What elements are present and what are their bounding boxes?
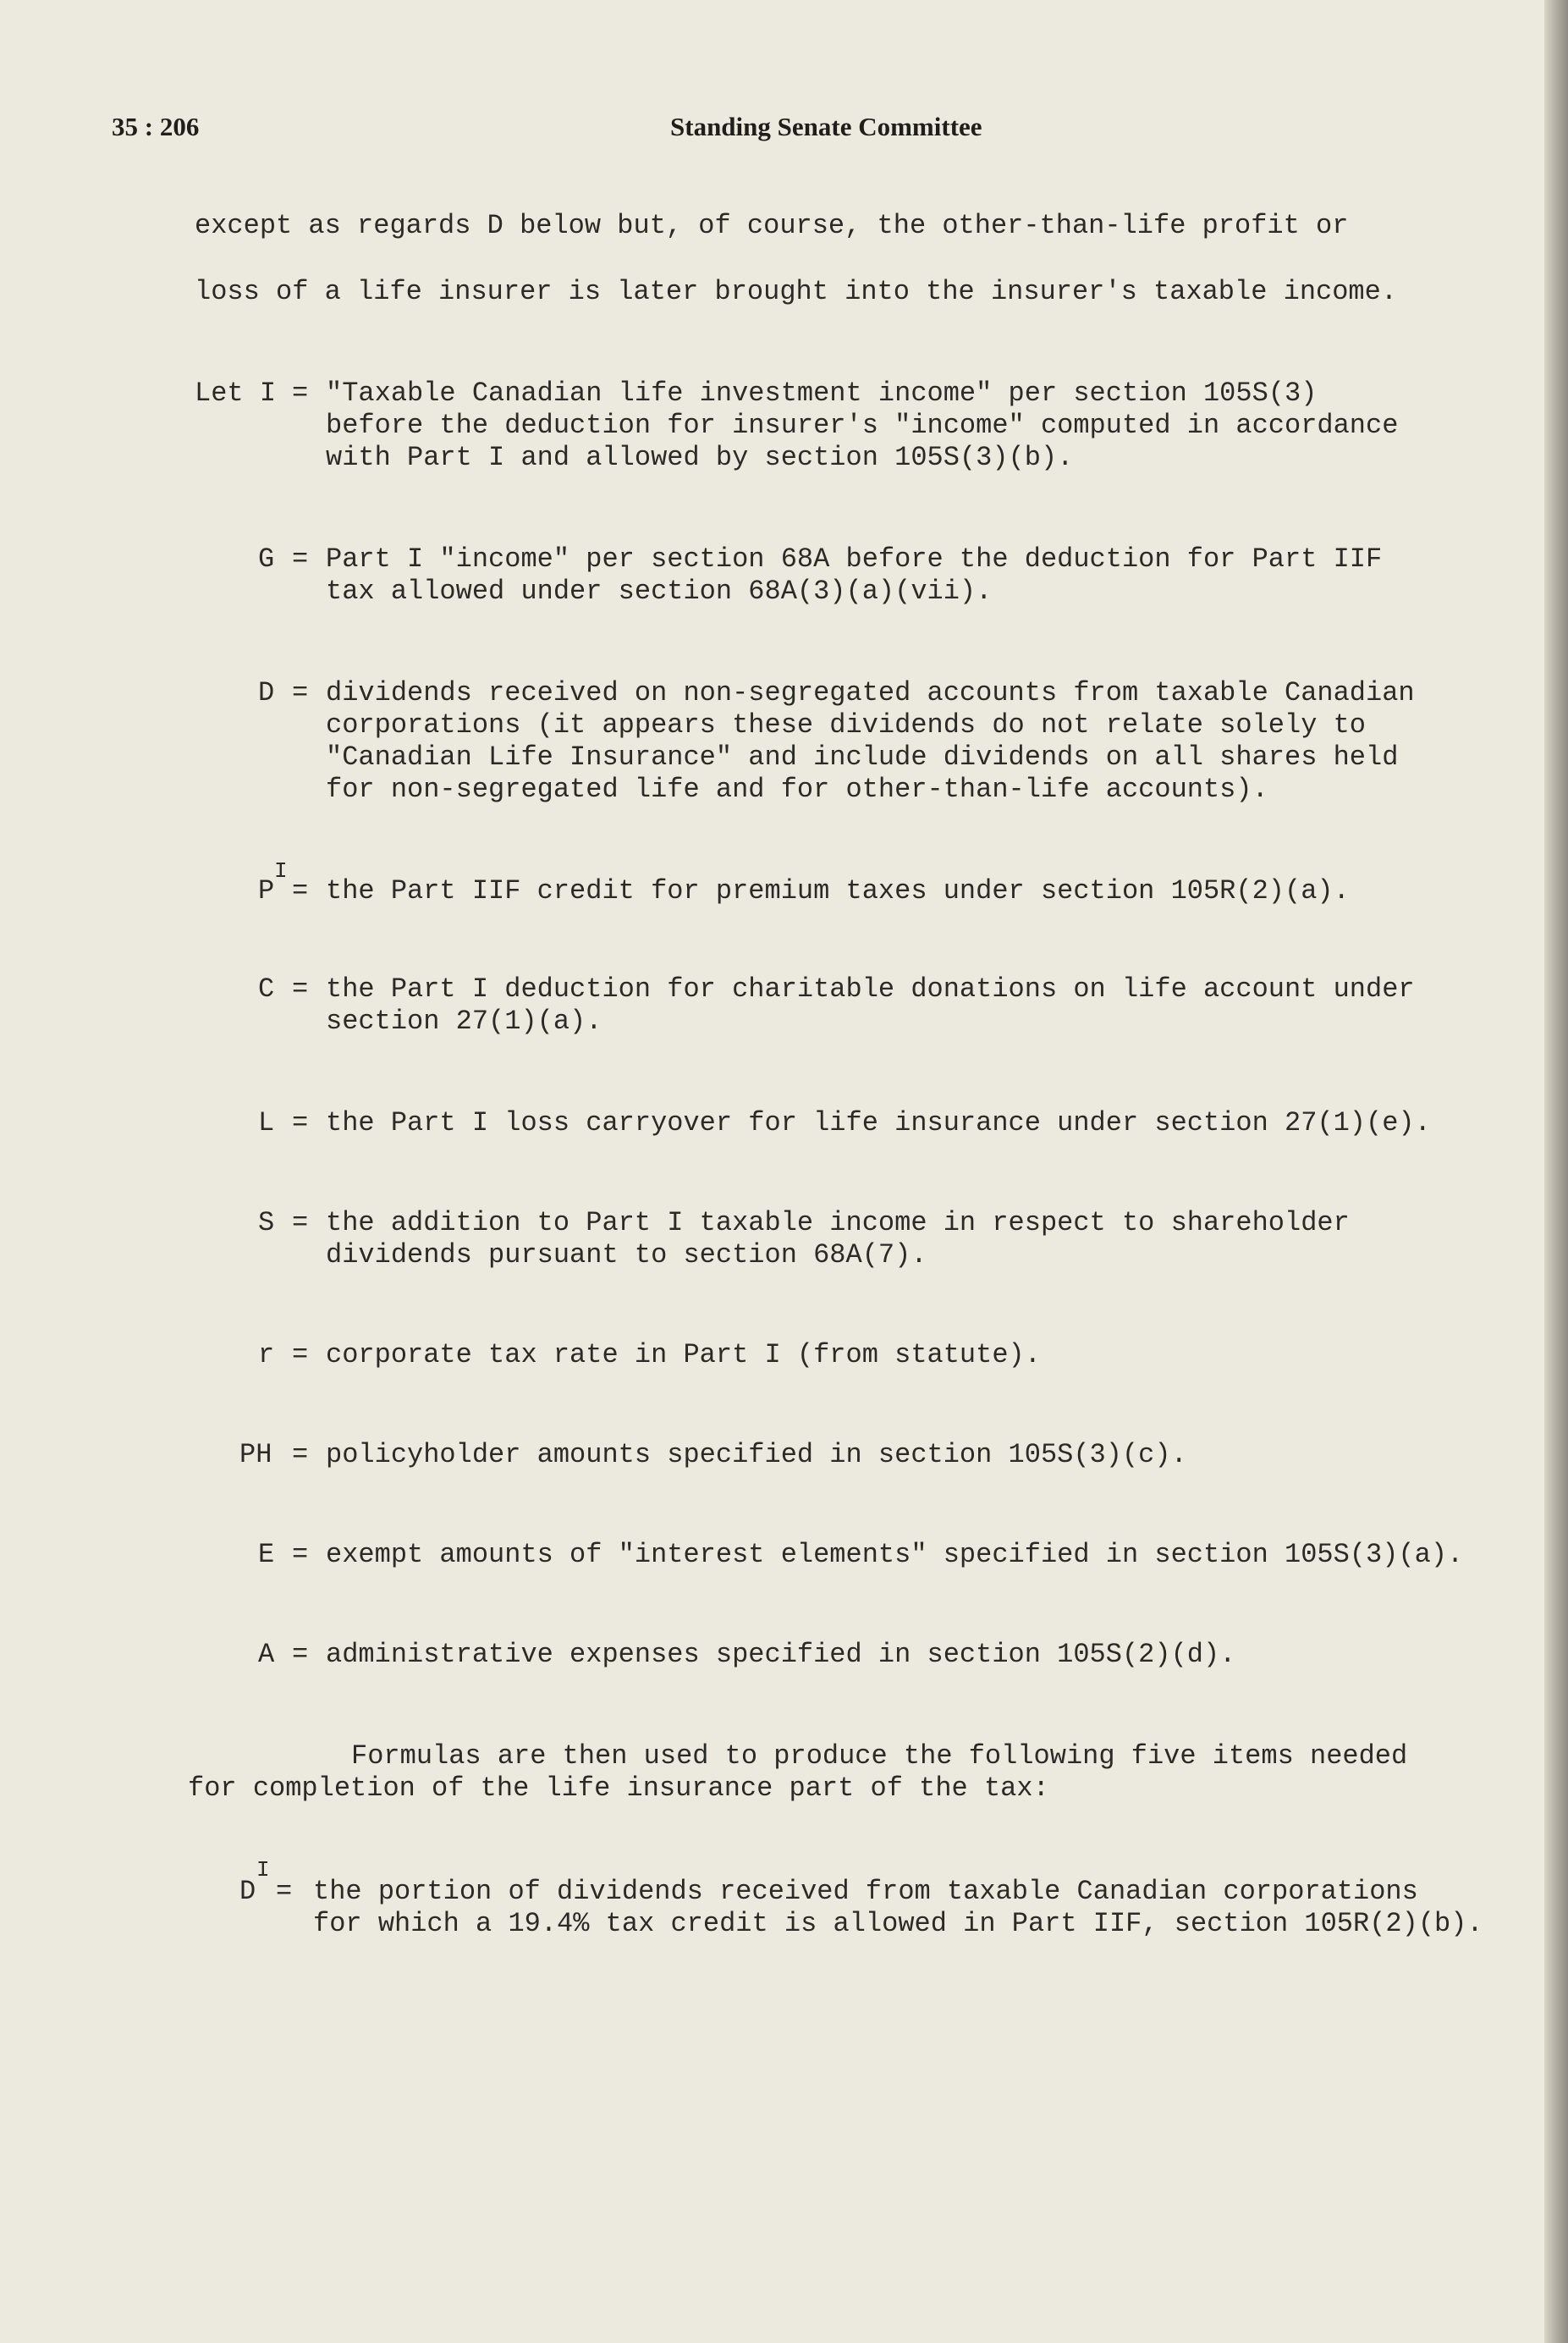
definition-line: the Part IIF credit for premium taxes under section 105R(2)(a).: [326, 875, 1350, 907]
definition-line: the portion of dividends received from taxable Canadian corporations: [313, 1876, 1418, 1907]
equals-sign: =: [292, 1639, 309, 1670]
definition-line: with Part I and allowed by section 105S(3)(b).: [326, 442, 1074, 473]
equals-sign: =: [292, 378, 309, 409]
equals-sign: =: [292, 1539, 309, 1570]
superscript: I: [274, 858, 288, 884]
text-line: loss of a life insurer is later brought into the insurer's taxable income.: [195, 276, 1398, 307]
definition-line: exempt amounts of "interest elements" specified in section 105S(3)(a).: [326, 1539, 1464, 1570]
definition-line: for which a 19.4% tax credit is allowed in Part IIF, section 105R(2)(b).: [313, 1908, 1483, 1939]
definition-line: corporations (it appears these dividends do not relate solely to: [326, 709, 1366, 741]
text-line: Formulas are then used to produce the following five items needed: [351, 1740, 1408, 1772]
definition-line: the Part I deduction for charitable donations on life account under: [326, 973, 1415, 1005]
definition-symbol: P: [258, 875, 275, 907]
definition-line: for non-segregated life and for other-than-life accounts).: [326, 774, 1268, 805]
definition-symbol: G: [258, 543, 275, 575]
superscript: I: [256, 1857, 270, 1883]
page-number: 35 : 206: [112, 112, 200, 141]
text-line: except as regards D below but, of course, the other-than-life profit or: [195, 210, 1349, 241]
definition-symbol: A: [258, 1639, 275, 1670]
equals-sign: =: [292, 1107, 309, 1138]
definition-symbol: L: [258, 1107, 275, 1138]
equals-sign: =: [292, 1439, 309, 1470]
definition-symbol: E: [258, 1539, 275, 1570]
definition-line: dividends received on non-segregated accounts from taxable Canadian: [326, 677, 1415, 708]
definition-symbol: C: [258, 973, 275, 1005]
definition-line: before the deduction for insurer's "income" computed in accordance: [326, 410, 1399, 441]
equals-sign: =: [292, 677, 309, 708]
definition-symbol: S: [258, 1207, 275, 1238]
definition-line: the addition to Part I taxable income in respect to shareholder: [326, 1207, 1350, 1238]
definition-symbol: D: [258, 677, 275, 708]
equals-sign: =: [292, 875, 309, 907]
definition-symbol: r: [258, 1339, 275, 1370]
equals-sign: =: [292, 1207, 309, 1238]
definition-symbol: D: [239, 1876, 256, 1907]
definition-line: "Canadian Life Insurance" and include dividends on all shares held: [326, 741, 1399, 773]
page-title: Standing Senate Committee: [670, 112, 982, 141]
definition-symbol: Let I: [195, 378, 277, 409]
definition-line: "Taxable Canadian life investment income" per section 105S(3): [326, 378, 1318, 409]
text-line: for completion of the life insurance part of the tax:: [188, 1772, 1049, 1804]
definition-line: policyholder amounts specified in section 105S(3)(c).: [326, 1439, 1187, 1470]
page-binding-edge: [1544, 0, 1568, 2343]
equals-sign: =: [276, 1876, 293, 1907]
equals-sign: =: [292, 1339, 309, 1370]
definition-line: dividends pursuant to section 68A(7).: [326, 1239, 927, 1271]
definition-symbol: PH: [239, 1439, 272, 1470]
definition-line: corporate tax rate in Part I (from statute).: [326, 1339, 1041, 1370]
equals-sign: =: [292, 973, 309, 1005]
definition-line: the Part I loss carryover for life insurance under section 27(1)(e).: [326, 1107, 1431, 1138]
definition-line: tax allowed under section 68A(3)(a)(vii).: [326, 576, 993, 607]
definition-line: administrative expenses specified in section 105S(2)(d).: [326, 1639, 1236, 1670]
definition-line: Part I "income" per section 68A before the deduction for Part IIF: [326, 543, 1383, 575]
equals-sign: =: [292, 543, 309, 575]
definition-line: section 27(1)(a).: [326, 1006, 602, 1037]
